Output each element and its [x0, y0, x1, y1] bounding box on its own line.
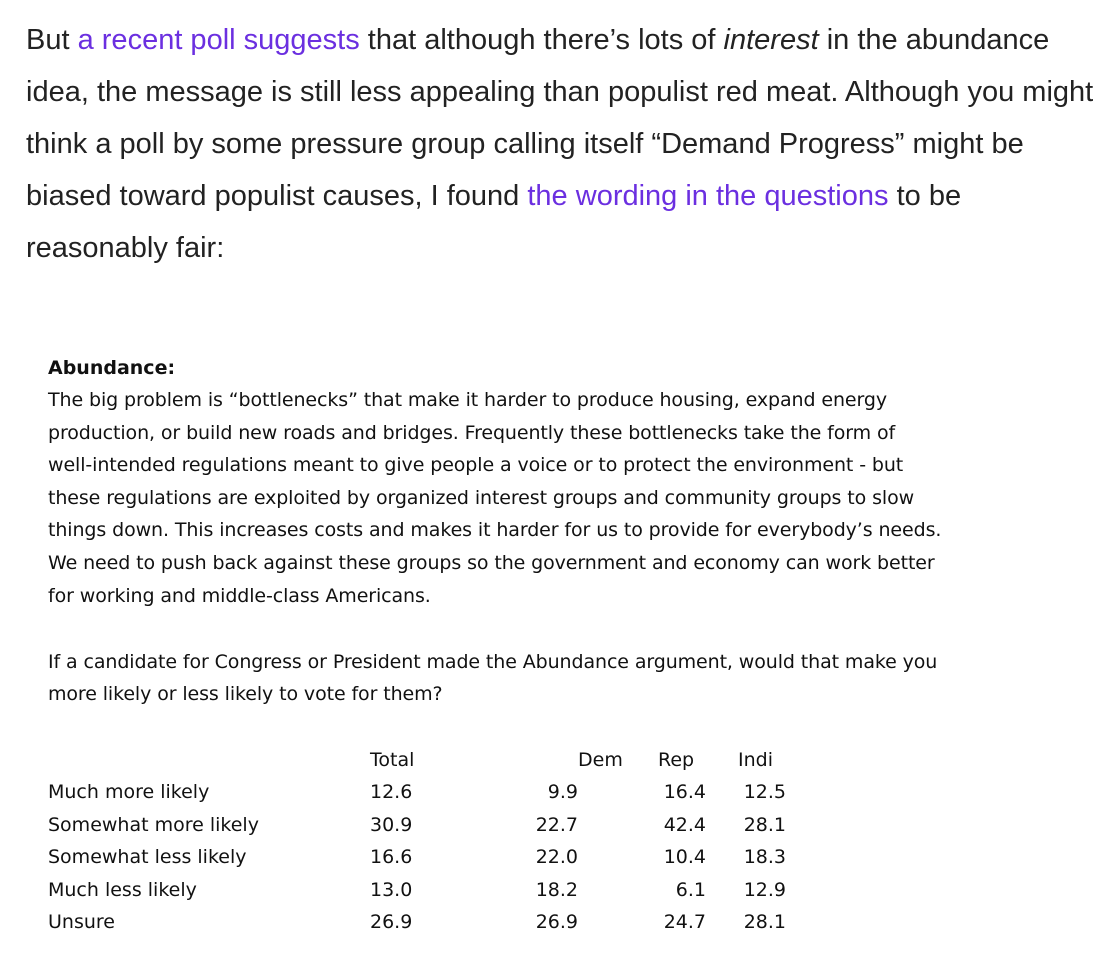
table-cell-dem: 26.9: [535, 911, 578, 933]
column-header-rep: Rep: [658, 749, 695, 771]
intro-text-1: But: [26, 24, 78, 56]
recent-poll-link[interactable]: a recent poll suggests: [77, 24, 360, 56]
table-cell-dem: 9.9: [547, 781, 578, 803]
figure-question: If a candidate for Congress or President made the Abundance argument, would that make you more likely or less likely to vote for them?: [48, 651, 938, 705]
table-cell-rep: 6.1: [675, 879, 706, 901]
table-cell-rep: 10.4: [663, 846, 706, 868]
poll-figure: [48, 352, 1088, 933]
table-cell-total: 26.9: [370, 911, 413, 933]
question-wording-link[interactable]: the wording in the questions: [527, 180, 889, 212]
table-cell-dem: 22.7: [535, 814, 578, 836]
table-cell-total: 13.0: [370, 879, 413, 901]
row-label: Somewhat more likely: [48, 814, 259, 836]
table-cell-indi: 12.9: [743, 879, 786, 901]
table-cell-indi: 12.5: [743, 781, 786, 803]
row-label: Much less likely: [48, 879, 197, 901]
table-cell-indi: 18.3: [743, 846, 786, 868]
table-cell-dem: 18.2: [535, 879, 578, 901]
intro-text-3: in the abundance idea, the message is still less appealing than populist red meat. Although you might think a poll by some pressure group calling itself “Demand Progress” might be biased toward populist causes, I found: [26, 24, 1094, 212]
table-cell-total: 30.9: [370, 814, 413, 836]
poll-results-table: [48, 744, 786, 944]
column-header-total: Total: [370, 749, 415, 771]
column-header-indi: Indi: [738, 749, 773, 771]
row-label: Unsure: [48, 911, 115, 933]
table-cell-rep: 24.7: [663, 911, 706, 933]
interest-emphasis: interest: [723, 24, 819, 56]
table-cell-rep: 42.4: [663, 814, 706, 836]
table-cell-dem: 22.0: [535, 846, 578, 868]
table-cell-rep: 16.4: [663, 781, 706, 803]
table-cell-indi: 28.1: [743, 911, 786, 933]
table-cell-total: 12.6: [370, 781, 413, 803]
intro-text-4: to be reasonably fair:: [26, 180, 962, 264]
intro-paragraph: [26, 14, 1101, 274]
figure-body-text: The big problem is “bottlenecks” that make it harder to produce housing, expand energy production, or build new roads and bridges. Frequently these bottlenecks take the form of well-intended regulations meant to give people a voice or to protect the environment - but these regulations are exploited by organized interest groups and community groups to slow things down. This increases costs and makes it harder for us to provide for everybody’s needs. We need to push back against these groups so the government and economy can work better for working and middle-class Americans.: [48, 389, 942, 607]
table-cell-indi: 28.1: [743, 814, 786, 836]
row-label: Much more likely: [48, 781, 210, 803]
row-label: Somewhat less likely: [48, 846, 247, 868]
column-header-dem: Dem: [578, 749, 623, 771]
figure-heading: Abundance:: [48, 357, 176, 379]
table-cell-total: 16.6: [370, 846, 413, 868]
intro-text-2: that although there’s lots of: [359, 24, 724, 56]
